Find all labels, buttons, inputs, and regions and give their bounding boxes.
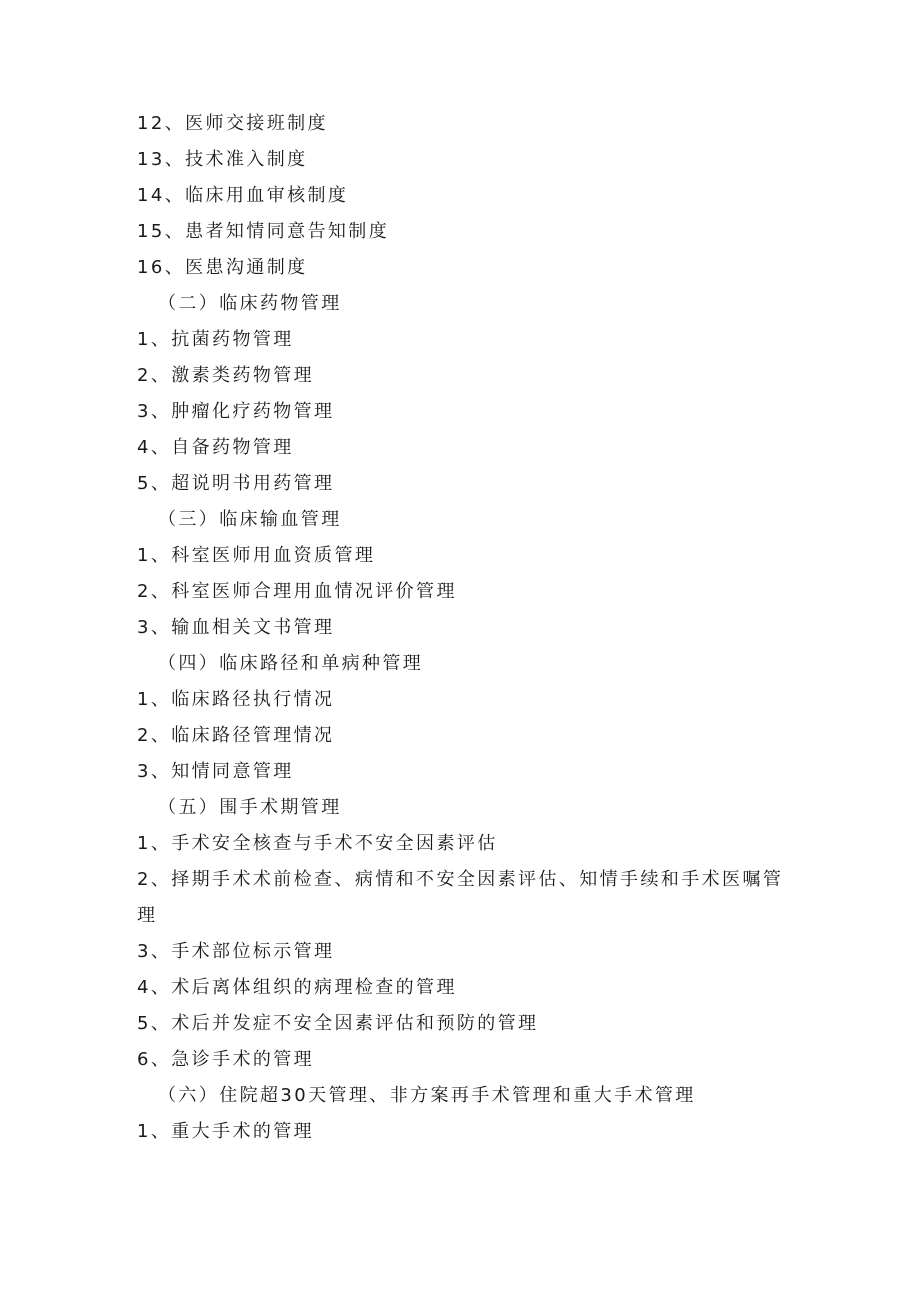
list-item: 4、术后离体组织的病理检查的管理 (137, 977, 457, 998)
document-body (137, 106, 787, 1150)
list-item: 5、超说明书用药管理 (137, 473, 335, 494)
list-item: 2、科室医师合理用血情况评价管理 (137, 581, 457, 602)
list-item: 2、临床路径管理情况 (137, 725, 335, 746)
list-item: 16、医患沟通制度 (137, 257, 308, 278)
list-item: 3、输血相关文书管理 (137, 617, 335, 638)
list-item: 1、重大手术的管理 (137, 1121, 315, 1142)
list-item: 15、患者知情同意告知制度 (137, 221, 390, 242)
section-heading: （五）围手术期管理 (158, 797, 342, 818)
list-item: 4、自备药物管理 (137, 437, 294, 458)
section-heading: （二）临床药物管理 (158, 293, 342, 314)
list-item: 5、术后并发症不安全因素评估和预防的管理 (137, 1013, 539, 1034)
section-heading: （三）临床输血管理 (158, 509, 342, 530)
list-item: 3、手术部位标示管理 (137, 941, 335, 962)
list-item: 13、技术准入制度 (137, 149, 308, 170)
list-item: 6、急诊手术的管理 (137, 1049, 315, 1070)
list-item: 3、肿瘤化疗药物管理 (137, 401, 335, 422)
list-item: 2、激素类药物管理 (137, 365, 315, 386)
list-item: 12、医师交接班制度 (137, 113, 328, 134)
list-item: 3、知情同意管理 (137, 761, 294, 782)
list-item: 1、科室医师用血资质管理 (137, 545, 376, 566)
section-heading: （六）住院超30天管理、非方案再手术管理和重大手术管理 (158, 1085, 696, 1106)
section-heading: （四）临床路径和单病种管理 (158, 653, 424, 674)
list-item-continuation: 理 (137, 905, 158, 926)
list-item: 1、抗菌药物管理 (137, 329, 294, 350)
list-item: 14、临床用血审核制度 (137, 185, 349, 206)
list-item: 1、手术安全核查与手术不安全因素评估 (137, 833, 498, 854)
list-item: 2、择期手术术前检查、病情和不安全因素评估、知情手续和手术医嘱管 (137, 869, 784, 890)
list-item: 1、临床路径执行情况 (137, 689, 335, 710)
